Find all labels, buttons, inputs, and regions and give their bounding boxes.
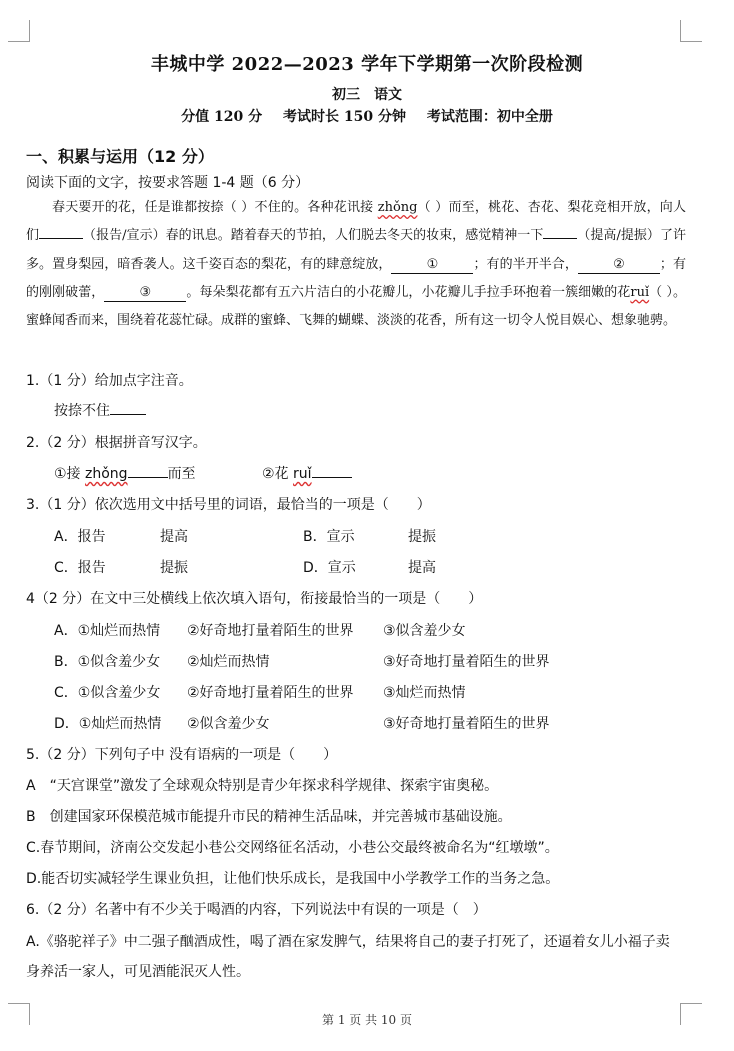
- passage-text: （ ）而至，桃花、杏花、梨花竞相开放，向人们: [26, 200, 687, 244]
- q4-option-b-part3: ③好奇地打量着陌生的世界: [383, 654, 550, 670]
- q6-option-a[interactable]: A.《骆驼祥子》中二强子酗酒成性，喝了酒在家发脾气，结果将自己的妻子打死了，还逼着女儿小福子卖: [26, 934, 670, 950]
- passage-blank: [39, 238, 83, 239]
- q5-option-a[interactable]: A “天宫课堂”激发了全球观众特别是青少年探求科学规律、探索宇宙奥秘。: [26, 778, 499, 794]
- q3-option-c[interactable]: C．报告: [54, 560, 106, 576]
- q5-option-d[interactable]: D.能否切实减轻学生课业负担，让他们快乐成长，是我国中小学教学工作的当务之急。: [26, 871, 560, 887]
- q4-option-d-part2: ②似含羞少女: [187, 716, 270, 732]
- passage-blank-3: ③: [104, 285, 186, 302]
- q4-option-c-part2: ②好奇地打量着陌生的世界: [187, 685, 354, 701]
- q4-option-d[interactable]: D．①灿烂而热情: [54, 716, 162, 732]
- exam-scope: 考试范围：初中全册: [426, 109, 553, 125]
- q1-stem: 1.（1 分）给加点字注音。: [26, 373, 193, 389]
- q1-item-text: 按捺不住: [54, 403, 110, 419]
- passage-blank-1: ①: [391, 257, 473, 274]
- passage-text: 春天要开的花，任是谁都按捺（ ）不住的。各种花讯接: [52, 200, 378, 215]
- q4-option-c-part3: ③灿烂而热情: [383, 685, 466, 701]
- passage-pinyin: ruǐ: [630, 284, 650, 300]
- q5-option-b[interactable]: B 创建国家环保模范城市能提升市民的精神生活品味，并完善城市基础设施。: [26, 809, 512, 825]
- q4-option-a-part3: ③似含羞少女: [383, 623, 466, 639]
- page-number: 第 1 页 共 10 页: [322, 1013, 412, 1027]
- q4-option-b-part2: ②灿烂而热情: [187, 654, 270, 670]
- passage-blank: [543, 238, 577, 239]
- q4-option-a-part2: ②好奇地打量着陌生的世界: [187, 623, 354, 639]
- q6-stem: 6.（2 分）名著中有不少关于喝酒的内容，下列说法中有误的一项是（ ）: [26, 902, 487, 918]
- q2-a-label: ①接: [54, 466, 86, 482]
- q2-b-label: ②花: [262, 466, 294, 482]
- q2-stem: 2.（2 分）根据拼音写汉字。: [26, 435, 207, 451]
- q3-option-d[interactable]: D．宣示: [303, 560, 356, 576]
- exam-duration: 考试时长 150 分钟: [283, 109, 406, 125]
- passage-text: ；有的半开半合，: [473, 256, 578, 272]
- q3-option-a[interactable]: A．报告: [54, 529, 106, 545]
- passage-text: （报告/宣示）春的讯息。踏着春天的节拍，人们脱去冬天的妆束，感觉精神一下: [83, 228, 544, 244]
- reading-passage: [26, 194, 686, 335]
- q3-stem: 3.（1 分）依次选用文中括号里的词语，最恰当的一项是（ ）: [26, 497, 431, 513]
- q2-b-pinyin: ruǐ: [293, 466, 312, 482]
- passage-text: （提高/提振）了许多。置身梨园，暗香袭人。这千姿百态的梨花，有的肆意绽放，: [26, 228, 686, 272]
- q4-option-a[interactable]: A．①灿烂而热情: [54, 623, 161, 639]
- q1-item: [54, 400, 146, 420]
- q4-option-c[interactable]: C．①似含羞少女: [54, 685, 161, 701]
- q6-option-a-continued: 身养活一家人，可见酒能泯灭人性。: [26, 964, 250, 980]
- q5-stem: 5.（2 分）下列句子中 没有语病的一项是（ ）: [26, 747, 338, 763]
- q2-item-b: [262, 463, 352, 483]
- q2-a-pinyin: zhǒng: [85, 466, 128, 482]
- q3-option-c-word: 提振: [160, 560, 188, 576]
- q3-option-d-word: 提高: [408, 560, 436, 576]
- passage-pinyin: zhǒng: [377, 200, 418, 215]
- q5-option-c[interactable]: C.春节期间，济南公交发起小巷公交网络征名活动，小巷公交最终被命名为“红墩墩”。: [26, 840, 559, 856]
- passage-text: 。每朵梨花都有五六片洁白的小花瓣儿，小花瓣儿手拉手环抱着一簇细嫩的花: [186, 284, 631, 300]
- passage-text: ；有的刚刚破蕾，: [26, 256, 686, 300]
- q3-option-b-word: 提振: [408, 529, 436, 545]
- q2-b-answer-blank[interactable]: [312, 477, 352, 478]
- section-heading: 一、积累与运用（12 分）: [26, 147, 214, 166]
- crop-mark-top-left: [8, 20, 30, 42]
- q4-option-b[interactable]: B．①似含羞少女: [54, 654, 161, 670]
- passage-text: （ ）。蜜蜂闻香而来，围绕着花蕊忙碌。成群的蜜蜂、飞舞的蝴蝶、淡淡的花香，所有这一切令人悦目娱心、想象驰骋。: [26, 284, 686, 329]
- q1-answer-blank[interactable]: [110, 414, 146, 415]
- q4-option-d-part3: ③好奇地打量着陌生的世界: [383, 716, 550, 732]
- exam-meta: [0, 106, 734, 126]
- q2-a-answer-blank[interactable]: [128, 477, 168, 478]
- q3-option-b[interactable]: B．宣示: [303, 529, 355, 545]
- q4-stem: 4（2 分）在文中三处横线上依次填入语句，衔接最恰当的一项是（ ）: [26, 591, 483, 607]
- q3-option-a-word: 提高: [160, 529, 188, 545]
- exam-subtitle: 初三 语文: [332, 87, 402, 103]
- section-instruction: 阅读下面的文字，按要求答题 1-4 题（6 分）: [26, 175, 310, 191]
- passage-blank-2: ②: [578, 257, 660, 274]
- crop-mark-top-right: [680, 20, 702, 42]
- q2-a-suffix: 而至: [167, 466, 196, 482]
- q2-item-a: [54, 463, 196, 483]
- exam-title: 丰城中学 2022—2023 学年下学期第一次阶段检测: [150, 54, 584, 75]
- exam-score: 分值 120 分: [181, 109, 263, 125]
